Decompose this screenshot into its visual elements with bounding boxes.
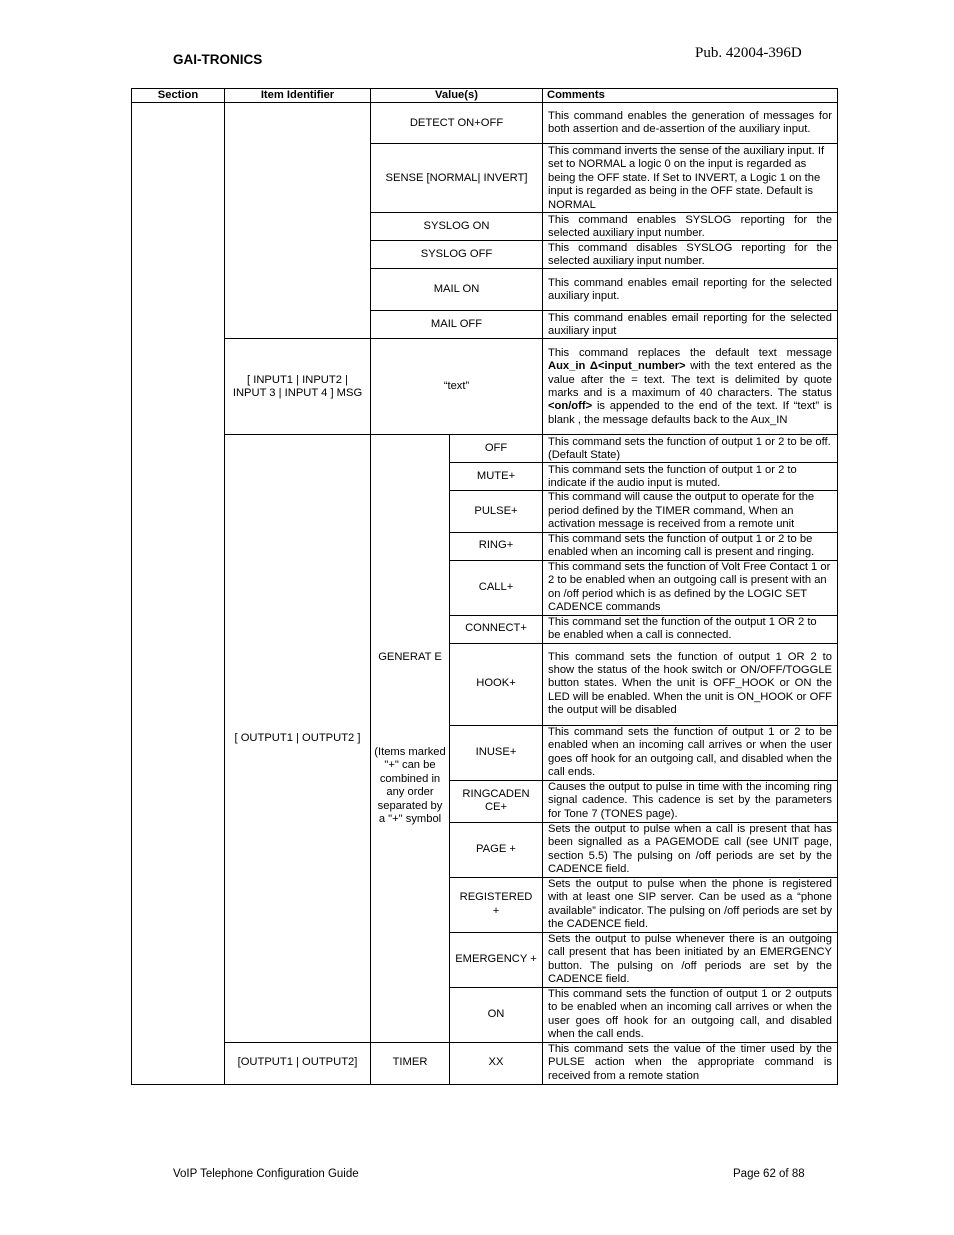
comment-bold-text: <on/off> xyxy=(548,400,593,413)
footer-page-number: Page 62 of 88 xyxy=(733,1168,805,1180)
value-cell: “text” xyxy=(371,339,543,435)
table-row xyxy=(132,103,838,144)
comment-cell xyxy=(543,339,838,435)
comment-cell: This command enables email reporting for the selected auxiliary input xyxy=(543,311,838,339)
footer-document-title: VoIP Telephone Configuration Guide xyxy=(173,1168,359,1180)
comment-cell: Causes the output to pulse in time with the incoming ring signal cadence. This cadence is set by the parameters for Tone 7 (TONES page). xyxy=(543,780,838,822)
section-cell xyxy=(132,103,225,1084)
comment-cell: This command will cause the output to operate for the period defined by the TIMER command, When an activation message is received from a remote unit xyxy=(543,491,838,532)
comment-cell: This command enables SYSLOG reporting for the selected auxiliary input number. xyxy=(543,213,838,241)
comment-text: This command replaces the default text message xyxy=(548,346,832,359)
comment-cell: This command sets the value of the timer used by the PULSE action when the appropriate command is received from a remote station xyxy=(543,1042,838,1084)
header-item-identifier: Item Identifier xyxy=(225,89,371,103)
comment-cell: This command sets the function of output 1 or 2 to indicate if the audio input is muted. xyxy=(543,463,838,491)
value-cell: SYSLOG ON xyxy=(371,213,543,241)
company-name: GAI-TRONICS xyxy=(173,52,263,67)
value-cell: XX xyxy=(450,1042,543,1084)
generate-label: GENERAT E xyxy=(378,650,442,663)
header-values: Value(s) xyxy=(371,89,543,103)
generate-cell xyxy=(371,435,450,1042)
comment-cell: This command sets the function of output 1 OR 2 to show the status of the hook switch or ON/OFF/TOGGLE button states. When the unit is OFF_HOOK or ON the LED will be enabled. When the unit is ON_HOOK or OFF the output will be disabled xyxy=(543,643,838,725)
table-row xyxy=(132,339,838,435)
value-cell: PULSE+ xyxy=(450,491,543,532)
header-comments: Comments xyxy=(543,89,838,103)
item-identifier-cell: [OUTPUT1 | OUTPUT2] xyxy=(225,1042,371,1084)
value-cell: CONNECT+ xyxy=(450,615,543,643)
value-cell: MAIL ON xyxy=(371,269,543,311)
value-cell: RING+ xyxy=(450,532,543,560)
comment-cell: Sets the output to pulse whenever there is an outgoing call present that has been initiated by an EMERGENCY button. The pulsing on /off periods are set by the CADENCE field. xyxy=(543,932,838,987)
comment-cell: This command disables SYSLOG reporting for the selected auxiliary input number. xyxy=(543,241,838,269)
generate-note: (Items marked "+" can be combined in any order separated by a "+" symbol xyxy=(374,746,446,826)
comment-cell: This command set the function of the output 1 OR 2 to be enabled when a call is connected. xyxy=(543,615,838,643)
comment-text: is appended to the end of the text. If “text” is blank , the message defaults back to the Aux_IN xyxy=(548,400,833,426)
value-cell: HOOK+ xyxy=(450,643,543,725)
value-cell: INUSE+ xyxy=(450,725,543,780)
comment-cell: This command sets the function of Volt Free Contact 1 or 2 to be enabled when an outgoing call is present with an on /off period which is as defined by the LOGIC SET CADENCE commands xyxy=(543,560,838,615)
comment-cell: Sets the output to pulse when the phone is registered with at least one SIP server. Can be used as a “phone available” indicator. The pulsing on /off periods are set by the CADENCE field. xyxy=(543,877,838,932)
value-cell: SENSE [NORMAL| INVERT] xyxy=(371,144,543,213)
comment-bold-text: Aux_in Δ<input_number> xyxy=(548,360,686,373)
value-cell: SYSLOG OFF xyxy=(371,241,543,269)
comment-cell: This command enables email reporting for the selected auxiliary input. xyxy=(543,269,838,311)
comment-cell: This command enables the generation of messages for both assertion and de-assertion of the auxiliary input. xyxy=(543,103,838,144)
table-row xyxy=(132,435,838,463)
value-cell: OFF xyxy=(450,435,543,463)
value-cell: CALL+ xyxy=(450,560,543,615)
value-cell: MUTE+ xyxy=(450,463,543,491)
comment-cell: This command sets the function of output 1 or 2 to be off. (Default State) xyxy=(543,435,838,463)
value-cell: DETECT ON+OFF xyxy=(371,103,543,144)
comment-cell: This command sets the function of output 1 or 2 to be enabled when an incoming call arrives or when the user goes off hook for an outgoing call, and disabled when the call ends. xyxy=(543,725,838,780)
item-identifier-cell: [ INPUT1 | INPUT2 | INPUT 3 | INPUT 4 ] MSG xyxy=(225,339,371,435)
value-cell: RINGCADEN CE+ xyxy=(450,780,543,822)
comment-text: with the text entered as the value after the = text. The text is delimited by quote marks and is a maximum of 40 characters. The status xyxy=(548,360,832,399)
comment-cell: This command inverts the sense of the auxiliary input. If set to NORMAL a logic 0 on the input is regarded as being the OFF state. If Set to INVERT, a Logic 1 on the input is regarded as being in the OFF state. Default is NORMAL xyxy=(543,144,838,213)
value-cell: ON xyxy=(450,987,543,1042)
item-identifier-cell xyxy=(225,103,371,339)
comment-cell: This command sets the function of output 1 or 2 to be enabled when an incoming call is present and ringing. xyxy=(543,532,838,560)
header-section: Section xyxy=(132,89,225,103)
comment-cell: This command sets the function of output 1 or 2 outputs to be enabled when an incoming call arrives or when the user goes off hook for an outgoing call, and disabled when the call ends. xyxy=(543,987,838,1042)
value-cell: MAIL OFF xyxy=(371,311,543,339)
publication-number: Pub. 42004-396D xyxy=(695,45,802,61)
table-row xyxy=(132,1042,838,1084)
item-identifier-cell: [ OUTPUT1 | OUTPUT2 ] xyxy=(225,435,371,1042)
comment-cell: Sets the output to pulse when a call is present that has been signalled as a PAGEMODE call (see UNIT page, section 5.5) The pulsing on /off periods are set by the CADENCE field. xyxy=(543,822,838,877)
value-cell: PAGE + xyxy=(450,822,543,877)
table-header-row xyxy=(132,89,838,103)
sub-item-cell: TIMER xyxy=(371,1042,450,1084)
value-cell: REGISTERED + xyxy=(450,877,543,932)
value-cell: EMERGENCY + xyxy=(450,932,543,987)
command-table xyxy=(131,88,838,1085)
